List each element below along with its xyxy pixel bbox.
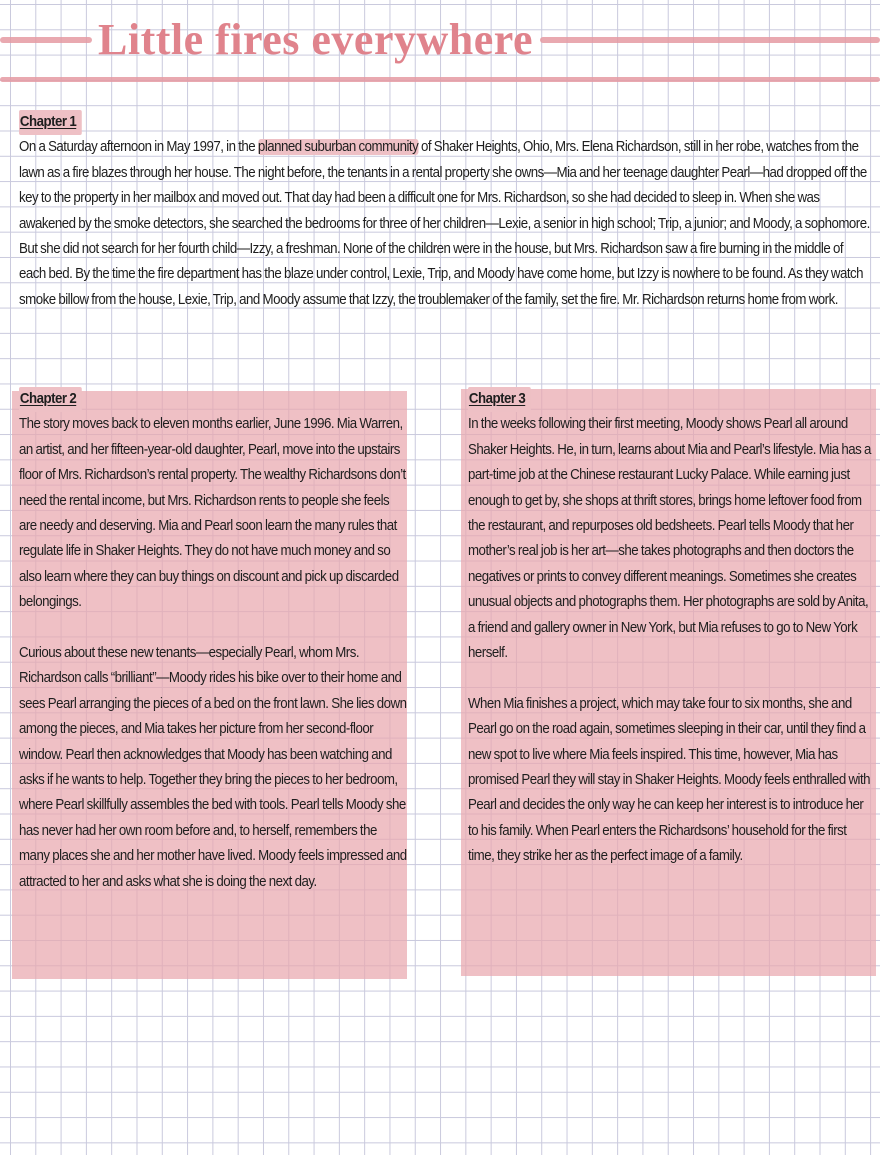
chapter-1-text-start: On a Saturday afternoon in May 1997, in the xyxy=(19,139,258,156)
chapter-1-heading: Chapter 1 xyxy=(19,110,82,135)
chapter-2-heading: Chapter 2 xyxy=(19,387,82,412)
chapter-1-section xyxy=(19,110,871,313)
chapter-1-text-end: of Shaker Heights, Ohio, Mrs. Elena Richardson, still in her robe, watches from the lawn as a fire blazes through her house. The night before, the tenants in a rental property she owns—Mia and her teenage daughter Pearl—had dropped off the key to the property in her mailbox and moved out. That day had been a difficult one for Mrs. Richardson, so she had decided to sleep in. When she was awakened by the smoke detectors, she searched the bedrooms for three of her children—Lexie, a senior in high school; Trip, a junior; and Moody, a sophomore. But she did not search for her fourth child—Izzy, a freshman. None of the children were in the house, but Mrs. Richardson saw a fire burning in the middle of each bed. By the time the fire department has the blaze under control, Lexie, Trip, and Moody have come home, but Izzy is nowhere to be found. As they watch smoke billow from the house, Lexie, Trip, and Moody assume that Izzy, the troublemaker of the family, set the fire. Mr. Richardson returns home from work. xyxy=(19,139,870,308)
chapter-3-section xyxy=(468,387,874,870)
title-rule-bottom xyxy=(0,77,880,82)
chapter-3-paragraph-1: In the weeks following their first meeting, Moody shows Pearl all around Shaker Heights. He, in turn, learns about Mia and Pearl’s lifestyle. Mia has a part-time job at the Chinese restaurant Lucky Palace. While earning just enough to get by, she shops at thrift stores, brings home leftover food from the restaurant, and repurposes old bedsheets. Pearl tells Moody that her mother’s real job is her art—she takes photographs and then doctors the negatives or prints to convey different meanings. Sometimes she creates unusual objects and photographs them. Her photographs are sold by Anita, a friend and gallery owner in New York, but Mia refuses to go to New York herself. xyxy=(468,416,871,662)
chapter-3-heading: Chapter 3 xyxy=(468,387,531,412)
chapter-2-section xyxy=(19,387,408,895)
page-title: Little fires everywhere xyxy=(98,15,534,64)
chapter-2-paragraph-2: Curious about these new tenants—especially Pearl, whom Mrs. Richardson calls “brilliant”—Moody rides his bike over to their home and sees Pearl arranging the pieces of a bed on the front lawn. She lies down among the pieces, and Mia takes her picture from her second-floor window. Pearl then acknowledges that Moody has been watching and asks if he wants to help. Together they bring the pieces to her bedroom, where Pearl skillfully assembles the bed with tools. Pearl tells Moody she has never had her own room before and, to herself, remembers the many places she and her mother have lived. Moody feels impressed and attracted to her and asks what she is doing the next day. xyxy=(19,645,407,890)
title-rule-right xyxy=(540,37,880,43)
chapter-1-text xyxy=(19,135,871,313)
chapter-3-paragraph-2: When Mia finishes a project, which may take four to six months, she and Pearl go on the road again, sometimes sleeping in their car, until they find a new spot to live where Mia feels inspired. This time, however, Mia has promised Pearl they will stay in Shaker Heights. Moody feels enthralled with Pearl and decides the only way he can keep her interest is to introduce her to his family. When Pearl enters the Richardsons’ household for the first time, they strike her as the perfect image of a family. xyxy=(468,695,871,865)
chapter-2-paragraph-1: The story moves back to eleven months earlier, June 1996. Mia Warren, an artist, and her fifteen-year-old daughter, Pearl, move into the upstairs floor of Mrs. Richardson’s rental property. The wealthy Richardsons don’t need the rental income, but Mrs. Richardson rents to people she feels are needy and deserving. Mia and Pearl soon learn the many rules that regulate life in Shaker Heights. They do not have much money and so also learn where they can buy things on discount and pick up discarded belongings. xyxy=(19,416,406,611)
title-rule-left xyxy=(0,37,92,43)
chapter-1-highlight: planned suburban community xyxy=(257,139,419,156)
